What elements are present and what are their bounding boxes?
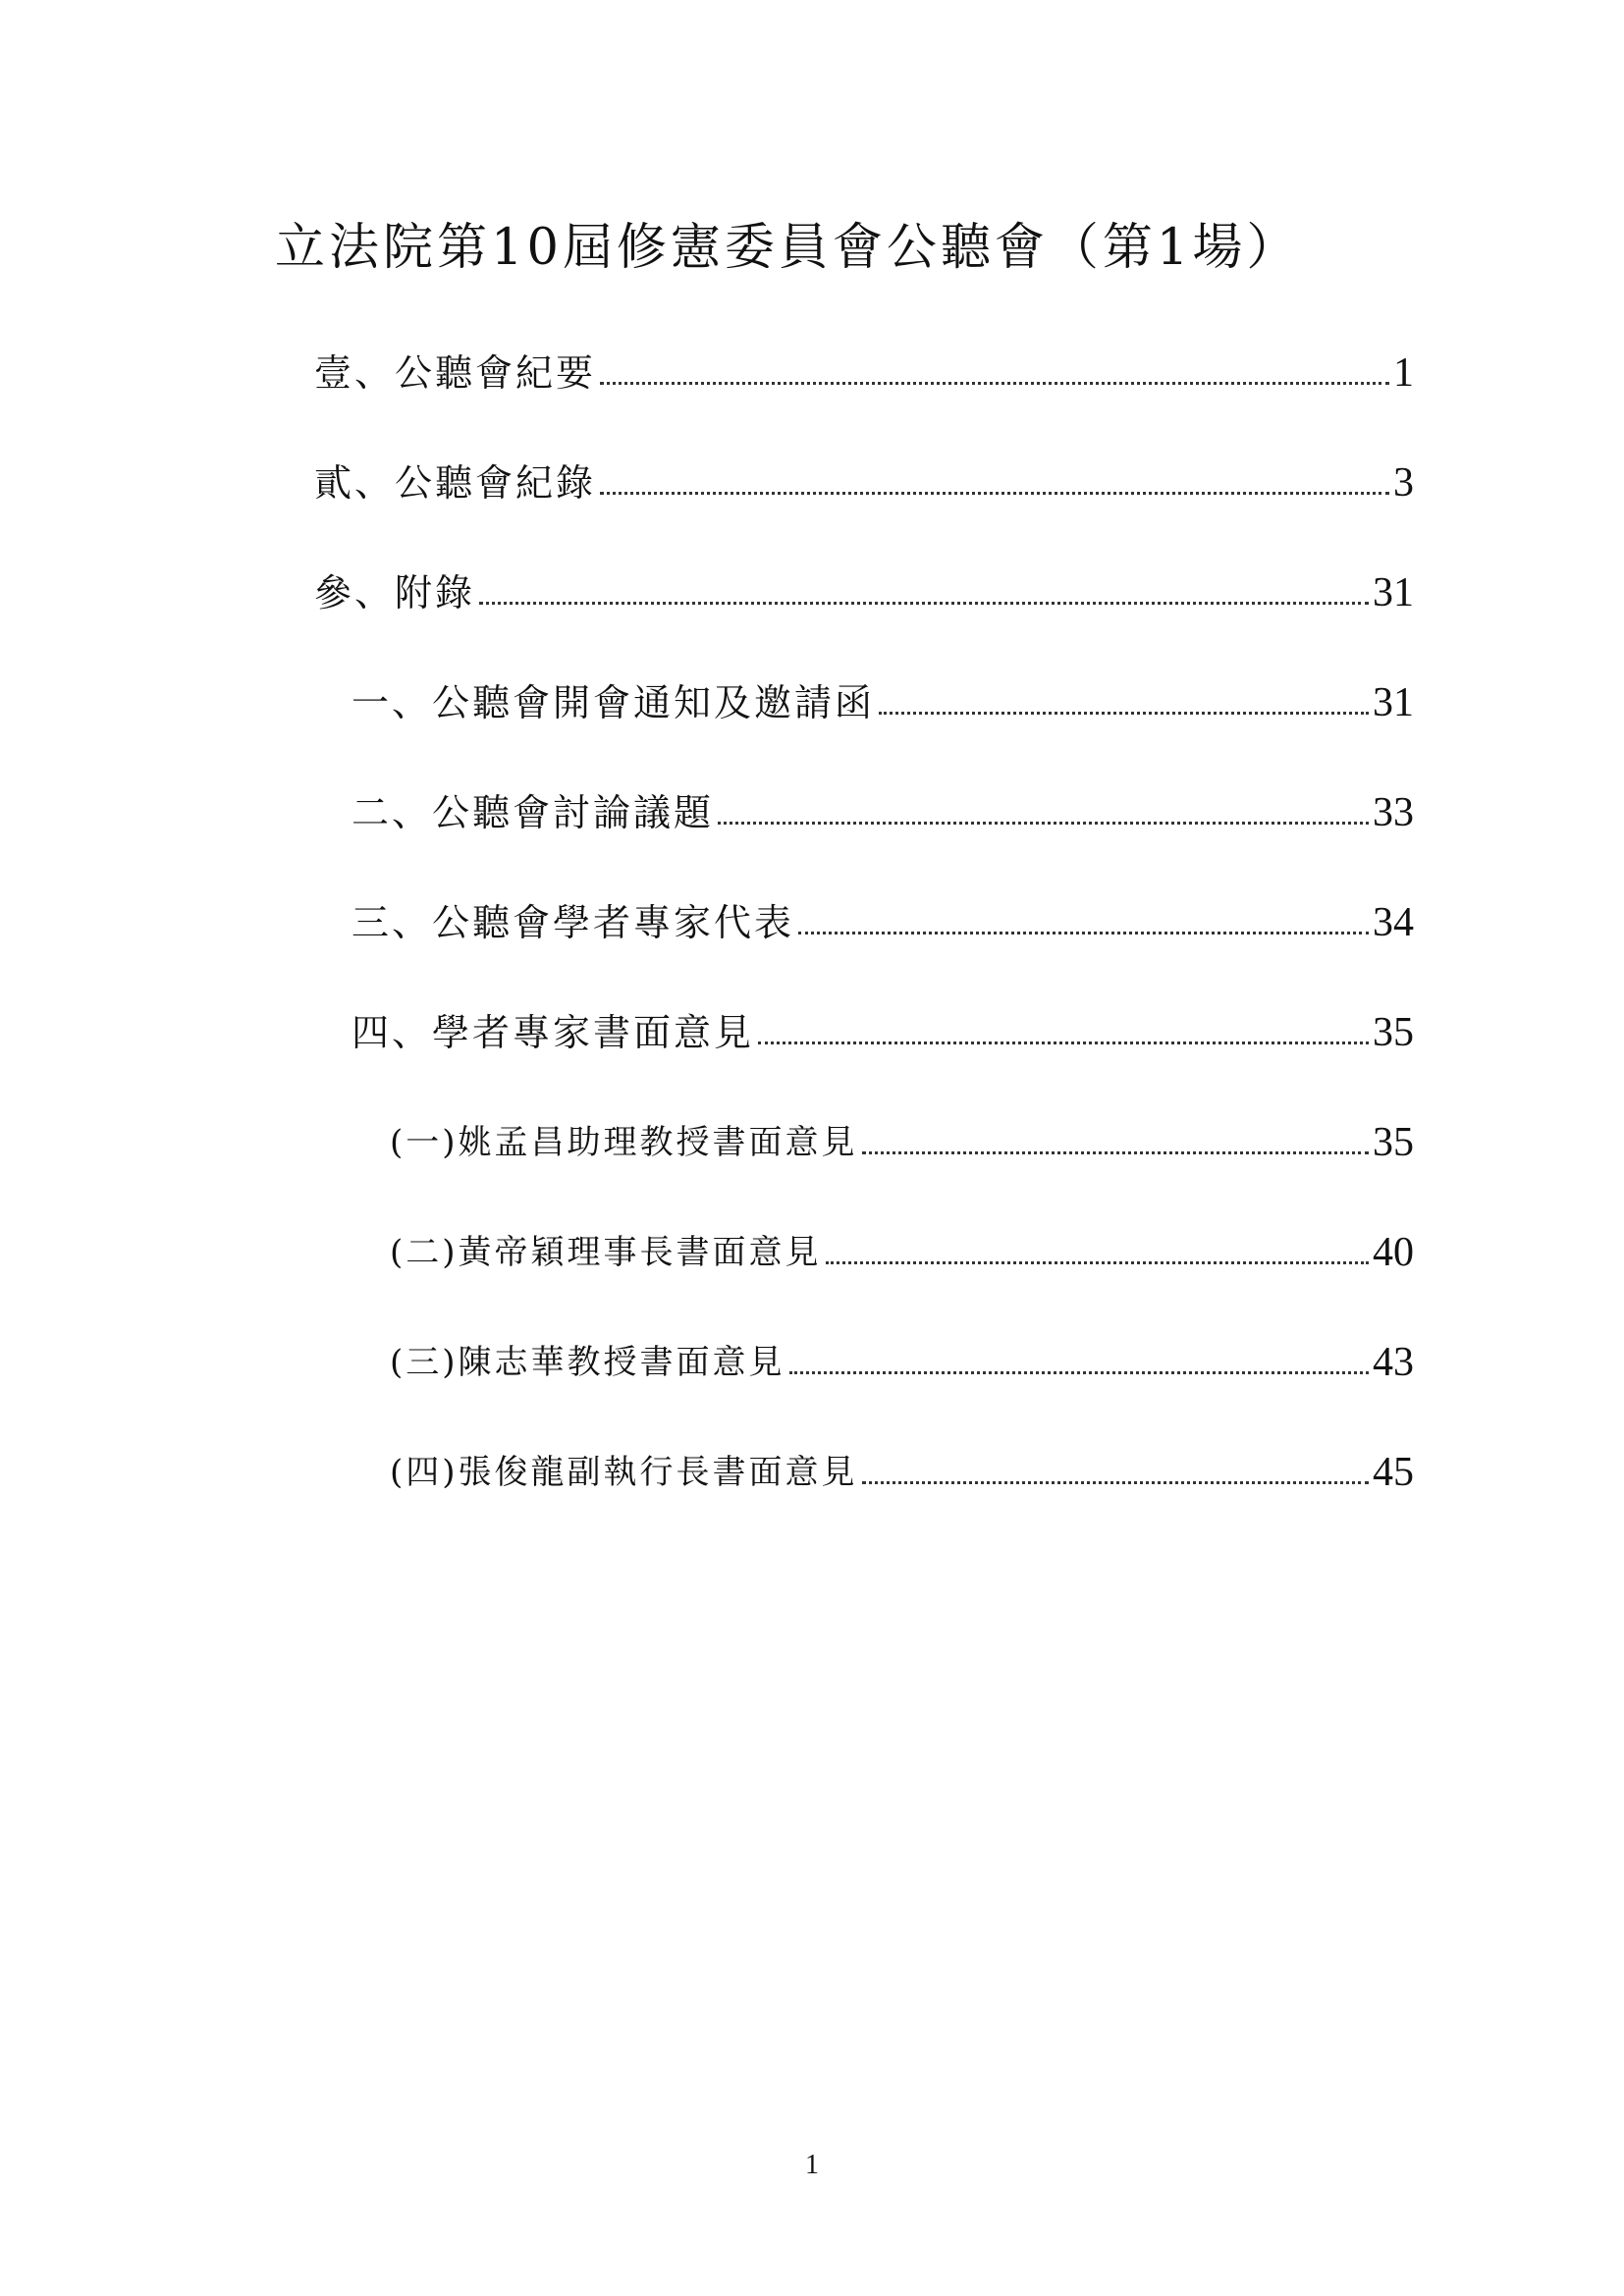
toc-entry[interactable] (314, 449, 1414, 507)
document-title: 立法院第10屆修憲委員會公聽會（第1場） (275, 219, 1301, 277)
toc-entry-label: (四)張俊龍副執行長書面意見 (390, 1453, 858, 1492)
toc-page-number: 34 (1373, 900, 1414, 945)
toc-entry[interactable] (390, 1328, 1414, 1387)
toc-entry[interactable] (390, 1438, 1414, 1497)
toc-entry[interactable] (314, 559, 1414, 617)
toc-page-number: 31 (1373, 570, 1414, 615)
dot-leader (789, 1371, 1369, 1374)
toc-entry[interactable] (352, 888, 1414, 947)
dot-leader (600, 492, 1389, 495)
toc-entry-label: 四、學者專家書面意見 (352, 1011, 755, 1054)
toc-page-number: 3 (1393, 460, 1414, 506)
dot-leader (479, 602, 1369, 605)
toc-entry[interactable] (352, 778, 1414, 837)
dot-leader (718, 822, 1369, 825)
toc-entry-label: (三)陳志華教授書面意見 (390, 1343, 785, 1382)
dot-leader (879, 712, 1369, 715)
toc-page-number: 43 (1373, 1340, 1414, 1385)
toc-entry-label: 一、公聽會開會通知及邀請函 (352, 681, 876, 724)
dot-leader (826, 1261, 1369, 1264)
toc-page-number: 33 (1373, 790, 1414, 835)
toc-page-number: 1 (1393, 350, 1414, 396)
toc-page-number: 40 (1373, 1230, 1414, 1275)
toc-page-number: 31 (1373, 680, 1414, 725)
toc-page-number: 35 (1373, 1010, 1414, 1055)
toc-entry-label: (一)姚孟昌助理教授書面意見 (390, 1123, 858, 1162)
toc-entry[interactable] (390, 1218, 1414, 1277)
toc-entry[interactable] (352, 668, 1414, 727)
dot-leader (798, 932, 1369, 934)
dot-leader (862, 1151, 1369, 1154)
toc-entry-label: 參、附錄 (314, 571, 476, 614)
toc-entry-label: 二、公聽會討論議題 (352, 791, 715, 834)
toc-entry-label: (二)黃帝穎理事長書面意見 (390, 1233, 822, 1272)
dot-leader (600, 382, 1389, 385)
toc-entry[interactable] (390, 1108, 1414, 1167)
toc-entry-label: 貳、公聽會紀錄 (314, 461, 597, 505)
toc-page-number: 45 (1373, 1450, 1414, 1495)
toc-entry-label: 三、公聽會學者專家代表 (352, 901, 795, 944)
toc-entry[interactable] (352, 998, 1414, 1057)
dot-leader (758, 1041, 1369, 1044)
dot-leader (862, 1481, 1369, 1484)
toc-entry[interactable] (314, 339, 1414, 398)
toc-entry-label: 壹、公聽會紀要 (314, 351, 597, 395)
toc-page-number: 35 (1373, 1120, 1414, 1165)
footer-page-number: 1 (805, 2150, 819, 2180)
